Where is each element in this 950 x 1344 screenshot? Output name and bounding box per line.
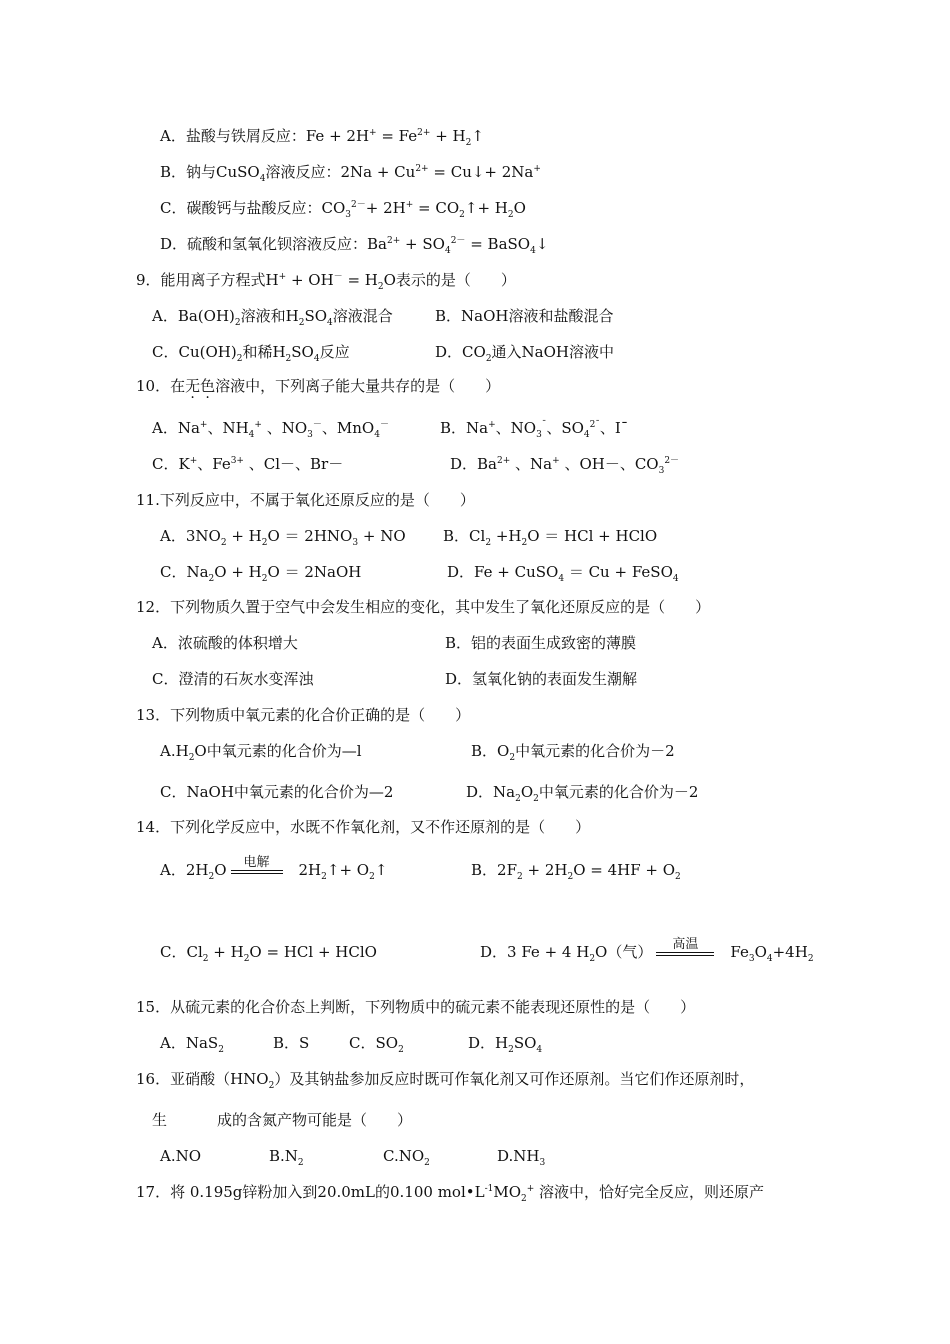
q11-option-a: A．$3NO_2 + H_2O = 2HNO_3$ + NO — [160, 527, 406, 548]
q14-option-a: A．$2H_2O$ 电解 $2H_2↑+$ $O_2↑$ — [160, 855, 388, 882]
q13-option-b: B．$O_2$中氧元素的化合价为－2 — [471, 742, 675, 763]
q12-stem: 12．下列物质久置于空气中会发生相应的变化，其中发生了氧化还原反应的是（ ） — [136, 598, 711, 616]
emphasis-char: 色 — [200, 377, 216, 395]
q14-option-b: B．$2F_2 + 2H_2O = 4HF + O_2$ — [471, 861, 681, 882]
q10-option-b: B．Na+、$NO_3^¯$、$SO_4^{2¯}$、I¯ — [440, 419, 629, 440]
q16-stem: 16．亚硝酸$(HNO_2)$及其钠盐参加反应时既可作氧化剂又可作还原剂。当它们作还原剂时， — [136, 1070, 755, 1091]
q17-stem: 17．将 0.195g锌粉加入到20.0mL的0.100 $mol•L^{-1}MO_2^+$ 溶液中，恰好完全反应，则还原产 — [136, 1183, 765, 1204]
q11-option-b: B．$Cl_2 +H_2O$ ＝ HCl + HClO — [443, 527, 658, 548]
q12-option-c: C．澄清的石灰水变浑浊 — [152, 670, 314, 688]
q10-option-c: C．K+、$Fe^{3+}$ 、Cl－、Br－ — [152, 455, 344, 473]
q14-option-c: C．$Cl_2 + H_2O$ = HCl + HClO — [160, 943, 377, 964]
q8-option-c: C．碳酸钙与盐酸反应：$CO_3^{2-}+ 2H^+$ = $CO_2↑+ H_2O$ — [160, 199, 526, 220]
q13-option-a: $A.H_2O$中氧元素的化合价为—l — [160, 742, 362, 763]
q13-option-c: C．NaOH中氧元素的化合价为—2 — [160, 783, 394, 801]
q10-stem: 10．在无色溶液中，下列离子能大量共存的是（ ） — [136, 377, 501, 395]
q15-option-b: B．S — [273, 1034, 310, 1052]
q8-option-b: B．钠与CuSO$_4$溶液反应：$2Na + Cu^{2+}$ = Cu↓+ 2Na+ — [160, 163, 541, 184]
q15-option-a: A．NaS$_2$ — [160, 1034, 224, 1055]
q9-stem: 9．能用离子方程式$H^+ + OH^- = H_2O$表示的是（ ） — [136, 271, 516, 292]
q8-option-d: D．硫酸和氢氧化钡溶液反应：$Ba^{2+} + SO_4^{2-}$ = BaSO$_4$↓ — [160, 235, 549, 256]
q11-stem: 11.下列反应中，不属于氧化还原反应的是（ ） — [136, 491, 475, 509]
q14-stem: 14．下列化学反应中，水既不作氧化剂，又不作还原剂的是（ ） — [136, 818, 591, 836]
q15-option-d: D．$H_2SO_4$ — [468, 1034, 543, 1055]
q16-option-a: A.NO — [160, 1147, 202, 1165]
q11-option-d: D．Fe + CuSO$_4$ ＝ Cu + FeSO$_4$ — [447, 563, 679, 584]
q15-option-c: C．$SO_2$ — [349, 1034, 404, 1055]
q12-option-d: D．氢氧化钠的表面发生潮解 — [445, 670, 638, 688]
q9-option-b: B．NaOH溶液和盐酸混合 — [435, 307, 614, 325]
q10-option-d: D．$Ba^{2+}$ 、Na+ 、OH－、$CO_3^{2-}$ — [450, 455, 680, 476]
q14-option-d: D．3 Fe + 4 $H_2O$（气） 高温 $Fe_3O_4+4H_2$ — [480, 937, 814, 964]
q12-option-a: A．浓硫酸的体积增大 — [152, 634, 298, 652]
q16-option-d: $D.NH_3$ — [497, 1147, 546, 1168]
q13-stem: 13．下列物质中氧元素的化合价正确的是（ ） — [136, 706, 471, 724]
reaction-condition-arrow: 电解 — [231, 856, 283, 874]
q10-option-a: A．Na+、$NH_4^+$ 、$NO_3^-$、MnO$_4$－ — [152, 419, 389, 440]
q16-option-b: $B.N_2$ — [269, 1147, 304, 1168]
q8-option-a: A．盐酸与铁屑反应：$Fe + 2H^+ = Fe^{2+}$ + $H_2↑$ — [160, 127, 484, 148]
reaction-condition-arrow: 高温 — [656, 938, 714, 956]
q16-stem-line2: 生 成的含氮产物可能是（ ） — [152, 1111, 413, 1129]
q9-option-a: A．$Ba(OH)_2$溶液和$H_2SO_4$溶液混合 — [152, 307, 393, 328]
q13-option-d: D．$Na_2O_2$中氧元素的化合价为－2 — [466, 783, 699, 804]
q15-stem: 15．从硫元素的化合价态上判断，下列物质中的硫元素不能表现还原性的是（ ） — [136, 998, 696, 1016]
q16-option-c: $C.NO_2$ — [383, 1147, 430, 1168]
q11-option-c: C．$Na_2O + H_2O$ ＝ 2NaOH — [160, 563, 362, 584]
q12-option-b: B．铝的表面生成致密的薄膜 — [445, 634, 637, 652]
q9-option-d: D．$CO_2$通入NaOH溶液中 — [435, 343, 614, 364]
emphasis-char: 无 — [185, 377, 201, 395]
q9-option-c: C．$Cu(OH)_2$和稀$H_2SO_4$反应 — [152, 343, 350, 364]
